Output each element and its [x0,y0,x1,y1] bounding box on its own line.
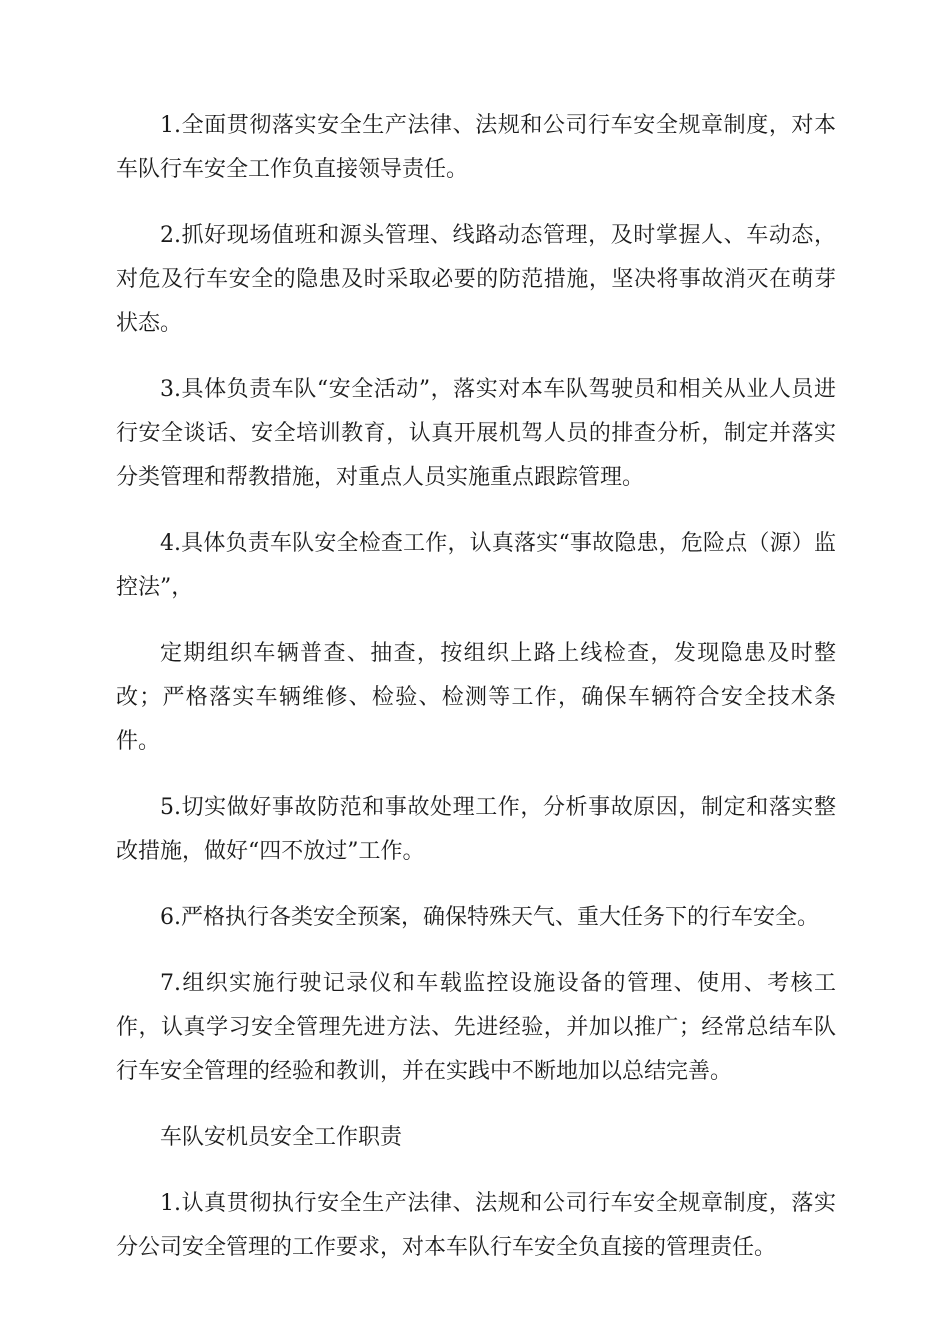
section-heading: 车队安机员安全工作职责 [160,1125,403,1150]
section-paragraph-1: 1.认真贯彻执行安全生产法律、法规和公司行车安全规章制度，落实分公司安全管理的工作要求，对本车队行车安全负直接的管理责任。 [116,1191,836,1260]
paragraph-6: 6.严格执行各类安全预案，确保特殊天气、重大任务下的行车安全。 [160,905,819,930]
paragraph-3: 3.具体负责车队“安全活动”，落实对本车队驾驶员和相关从业人员进行安全谈话、安全培训教育，认真开展机驾人员的排查分析，制定并落实分类管理和帮教措施，对重点人员实施重点跟踪管理。 [116,377,836,490]
paragraph-7: 7.组织实施行驶记录仪和车载监控设施设备的管理、使用、考核工作，认真学习安全管理先进方法、先进经验，并加以推广；经常总结车队行车安全管理的经验和教训，并在实践中不断地加以总结完善。 [116,971,836,1084]
paragraph-2: 2.抓好现场值班和源头管理、线路动态管理，及时掌握人、车动态，对危及行车安全的隐患及时采取必要的防范措施，坚决将事故消灭在萌芽状态。 [116,223,836,336]
paragraph-4-continued: 定期组织车辆普查、抽查，按组织上路上线检查，发现隐患及时整改；严格落实车辆维修、检验、检测等工作，确保车辆符合安全技术条件。 [116,641,836,754]
paragraph-4: 4.具体负责车队安全检查工作，认真落实“事故隐患，危险点（源）监控法”， [116,531,836,600]
document-body [116,104,836,1292]
paragraph-5: 5.切实做好事故防范和事故处理工作，分析事故原因，制定和落实整改措施，做好“四不放过”工作。 [116,795,836,864]
paragraph-1: 1.全面贯彻落实安全生产法律、法规和公司行车安全规章制度，对本车队行车安全工作负直接领导责任。 [116,113,836,182]
